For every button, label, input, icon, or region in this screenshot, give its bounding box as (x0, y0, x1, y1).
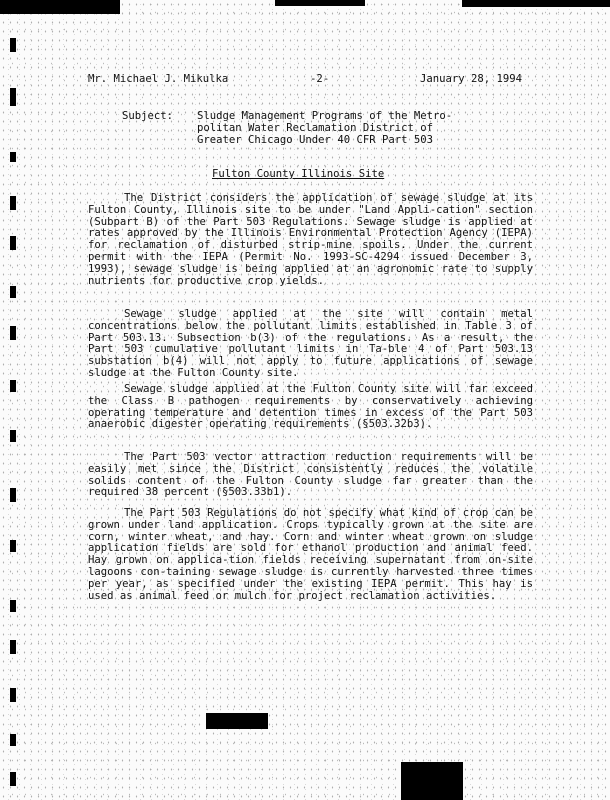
binder-mark (10, 326, 16, 340)
binder-mark (10, 430, 16, 442)
bottom-center-redaction (206, 713, 268, 729)
binder-mark (10, 38, 16, 52)
binder-mark (10, 286, 16, 298)
page-number: -2- (310, 73, 330, 85)
top-right-redaction (462, 0, 610, 7)
binder-mark (10, 196, 16, 210)
binder-mark (10, 688, 16, 702)
paragraph: The Part 503 Regulations do not specify what kind of crop can be grown under land application. Crops typically grown at the site are corn, winter wheat, and hay. Corn and winter wheat grown on sludge application fields are sold for ethanol production and animal feed. Hay grown on applica-tion fields receiving supernatant from on-site lagoons con-taining sewage sludge is currently harvested three times per year, as specified under the existing IEPA permit. This hay is used as animal feed or mulch for project reclamation activities. (88, 507, 533, 602)
paragraph: Sewage sludge applied at the Fulton County site will far exceed the Class B pathogen requirements by conservatively achieving operating temperature and detention times in excess of the Part 503 anaerobic digester operating requirements (§503.32b3). (88, 383, 533, 431)
subject-label: Subject: (122, 110, 174, 122)
paragraph: The District considers the application of sewage sludge at its Fulton County, Illinois site to be under "Land Appli-cation" section (Subpart B) of the Part 503 Regulations. Sewage sludge is applied at rates approved by the Illinois Environmental Protection Agency (IEPA) for reclamation of disturbed strip-mine spoils. Under the current permit with the IEPA (Permit No. 1993-SC-4294 issued December 3, 1993), sewage sludge is being applied at an agronomic rate to supply nutrients for productive crop yields. (88, 192, 533, 287)
binder-mark (10, 152, 16, 162)
binder-mark (10, 236, 16, 250)
bottom-right-redaction (401, 762, 463, 800)
binder-mark (10, 600, 16, 612)
binder-mark (10, 540, 16, 552)
paragraph: The Part 503 vector attraction reduction requirements will be easily met since the District consistently reduces the volatile solids content of the Fulton County sludge far greater than the required 38 percent (§503.33b1). (88, 451, 533, 499)
section-heading: Fulton County Illinois Site (212, 168, 385, 180)
top-center-redaction (275, 0, 365, 6)
addressee: Mr. Michael J. Mikulka (88, 73, 229, 85)
binder-mark (10, 734, 16, 746)
binder-mark (10, 380, 16, 392)
binder-mark (10, 488, 16, 502)
paragraph: Sewage sludge applied at the site will contain metal concentrations below the pollutant limits established in Table 3 of Part 503.13. Subsection b(3) of the regulations. As a result, the Part 503 cumulative pollutant limits in Ta-ble 4 of Part 503.13 substation b(4) will not apply to future applications of sewage sludge at the Fulton County site. (88, 308, 533, 379)
binder-mark (10, 772, 16, 786)
binder-mark (10, 640, 16, 654)
subject-text: Sludge Management Programs of the Metro- politan Water Reclamation District of Greater Chicago Under 40 CFR Part 503 (197, 110, 453, 146)
top-left-redaction (0, 0, 120, 14)
binder-mark (10, 88, 16, 106)
letter-date: January 28, 1994 (420, 73, 523, 85)
